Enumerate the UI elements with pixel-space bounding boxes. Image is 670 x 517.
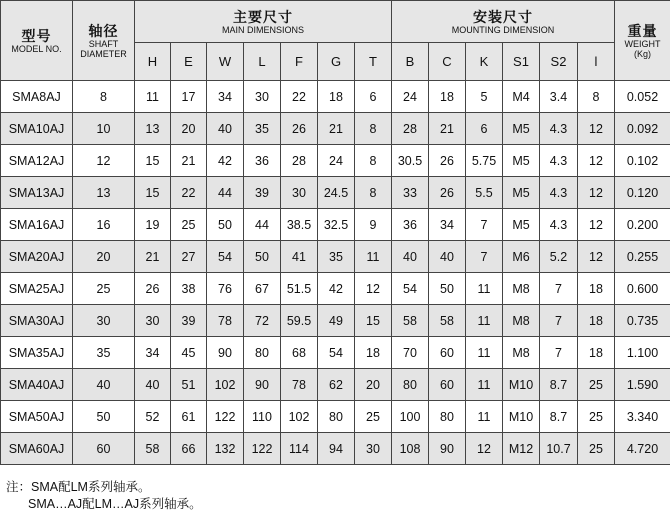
table-cell: 13 [73,177,135,209]
main-dimensions-en: MAIN DIMENSIONS [221,24,304,35]
table-cell: 4.3 [540,209,578,241]
table-cell: 20 [355,369,392,401]
weight-header [615,1,670,81]
table-cell: 11 [466,305,503,337]
table-cell: 60 [429,337,466,369]
weight-header-zh: 重量 [627,22,658,39]
column-header-mount_cols-5: l [578,43,615,81]
table-cell: 20 [73,241,135,273]
table-cell: 4.3 [540,177,578,209]
model-cell: SMA16AJ [1,209,73,241]
table-cell: M5 [503,209,540,241]
table-cell: 94 [318,433,355,465]
model-cell: SMA8AJ [1,81,73,113]
model-cell: SMA20AJ [1,241,73,273]
weight-header-en1: WEIGHT [624,38,661,49]
model-cell: SMA60AJ [1,433,73,465]
table-cell: M12 [503,433,540,465]
table-cell: 11 [466,369,503,401]
table-cell: 12 [355,273,392,305]
table-cell: 54 [318,337,355,369]
table-cell: 54 [392,273,429,305]
table-cell: 8 [355,177,392,209]
table-cell: 21 [429,113,466,145]
table-cell: 60 [73,433,135,465]
table-cell: 35 [73,337,135,369]
table-cell: 40 [207,113,244,145]
table-cell: 0.255 [615,241,670,273]
table-cell: 122 [207,401,244,433]
table-cell: 90 [207,337,244,369]
table-cell: 21 [135,241,171,273]
column-header-main_cols-5: G [318,43,355,81]
table-cell: 11 [466,273,503,305]
table-cell: 6 [355,81,392,113]
table-cell: 3.4 [540,81,578,113]
table-cell: 102 [281,401,318,433]
table-cell: M10 [503,369,540,401]
table-cell: 25 [73,273,135,305]
model-cell: SMA13AJ [1,177,73,209]
table-cell: 18 [318,81,355,113]
table-cell: 34 [429,209,466,241]
table-row [1,145,670,177]
table-cell: 0.120 [615,177,670,209]
table-cell: 20 [171,113,207,145]
table-cell: 4.3 [540,113,578,145]
table-cell: 22 [281,81,318,113]
column-header-main_cols-4: F [281,43,318,81]
table-cell: 12 [578,113,615,145]
column-header-main_cols-3: L [244,43,281,81]
table-cell: 132 [207,433,244,465]
table-cell: 42 [318,273,355,305]
table-cell: 7 [466,241,503,273]
model-cell: SMA12AJ [1,145,73,177]
table-cell: M8 [503,337,540,369]
table-cell: 18 [578,337,615,369]
table-cell: 58 [392,305,429,337]
table-cell: 122 [244,433,281,465]
shaft-header-en1: SHAFT [88,38,119,49]
table-cell: 44 [207,177,244,209]
table-cell: 51 [171,369,207,401]
table-row [1,241,670,273]
table-cell: 70 [392,337,429,369]
table-cell: 22 [171,177,207,209]
table-cell: 4.720 [615,433,670,465]
column-header-mount_cols-2: K [466,43,503,81]
column-header-mount_cols-4: S2 [540,43,578,81]
model-cell: SMA40AJ [1,369,73,401]
table-cell: 34 [207,81,244,113]
table-cell: 58 [429,305,466,337]
table-cell: 5.75 [466,145,503,177]
table-cell: 17 [171,81,207,113]
table-cell: 51.5 [281,273,318,305]
table-cell: 12 [578,241,615,273]
weight-header-en2: (Kg) [633,48,651,59]
table-cell: 8 [73,81,135,113]
table-cell: 19 [135,209,171,241]
table-cell: M8 [503,273,540,305]
table-cell: 25 [578,369,615,401]
table-cell: M4 [503,81,540,113]
table-cell: 0.102 [615,145,670,177]
table-cell: 30.5 [392,145,429,177]
table-cell: 38.5 [281,209,318,241]
table-cell: 100 [392,401,429,433]
table-cell: 36 [244,145,281,177]
table-row [1,273,670,305]
shaft-header-zh: 轴径 [88,22,119,39]
table-row [1,401,670,433]
table-cell: 25 [171,209,207,241]
table-cell: 12 [73,145,135,177]
column-header-mount_cols-3: S1 [503,43,540,81]
table-cell: 0.092 [615,113,670,145]
table-cell: 11 [355,241,392,273]
model-cell: SMA10AJ [1,113,73,145]
table-cell: 38 [171,273,207,305]
model-header [1,1,73,81]
table-cell: 114 [281,433,318,465]
table-cell: 10 [73,113,135,145]
table-cell: 7 [466,209,503,241]
table-cell: 18 [355,337,392,369]
table-cell: 60 [429,369,466,401]
table-cell: 16 [73,209,135,241]
table-cell: 3.340 [615,401,670,433]
table-cell: 26 [429,177,466,209]
table-cell: 15 [135,177,171,209]
table-cell: 102 [207,369,244,401]
table-cell: 40 [392,241,429,273]
note-line-2: SMA…AJ配LM…AJ系列轴承。 [28,497,202,511]
table-cell: M5 [503,145,540,177]
table-cell: 11 [135,81,171,113]
table-cell: 8 [578,81,615,113]
table-cell: 30 [135,305,171,337]
column-header-mount_cols-0: B [392,43,429,81]
table-cell: 52 [135,401,171,433]
table-cell: 80 [429,401,466,433]
table-cell: 72 [244,305,281,337]
table-cell: 78 [207,305,244,337]
note-line-1: 注：SMA配LM系列轴承。 [6,480,151,494]
table-cell: 80 [244,337,281,369]
table-cell: 1.100 [615,337,670,369]
table-cell: 42 [207,145,244,177]
table-cell: M6 [503,241,540,273]
mounting-dimension-header [392,1,615,43]
table-cell: 11 [466,337,503,369]
shaft-header [73,1,135,81]
table-cell: 18 [578,305,615,337]
table-cell: 6 [466,113,503,145]
table-cell: 49 [318,305,355,337]
table-cell: 5 [466,81,503,113]
table-row [1,81,670,113]
table-cell: 66 [171,433,207,465]
model-cell: SMA35AJ [1,337,73,369]
table-cell: M5 [503,113,540,145]
table-cell: 8 [355,113,392,145]
table-cell: 24 [318,145,355,177]
table-cell: 39 [244,177,281,209]
table-cell: 30 [355,433,392,465]
mounting-dimension-en: MOUNTING DIMENSION [451,24,555,35]
table-row [1,113,670,145]
table-cell: 28 [392,113,429,145]
table-cell: 5.2 [540,241,578,273]
table-cell: 15 [355,305,392,337]
table-cell: 44 [244,209,281,241]
table-cell: 0.052 [615,81,670,113]
table-cell: 50 [244,241,281,273]
table-cell: 0.200 [615,209,670,241]
table-cell: 24 [392,81,429,113]
table-row [1,337,670,369]
shaft-header-en2: DIAMETER [80,48,127,59]
column-header-main_cols-6: T [355,43,392,81]
column-header-mount_cols-1: C [429,43,466,81]
table-cell: 36 [392,209,429,241]
table-cell: 80 [392,369,429,401]
table-cell: 59.5 [281,305,318,337]
table-cell: 50 [207,209,244,241]
main-dimensions-header [135,1,392,43]
table-cell: 26 [429,145,466,177]
table-cell: 8.7 [540,401,578,433]
table-cell: 12 [578,177,615,209]
model-cell: SMA50AJ [1,401,73,433]
table-cell: 40 [135,369,171,401]
table-cell: 12 [578,209,615,241]
table-cell: 5.5 [466,177,503,209]
table-row [1,433,670,465]
column-header-main_cols-2: W [207,43,244,81]
table-cell: 12 [466,433,503,465]
table-cell: 0.600 [615,273,670,305]
table-cell: 76 [207,273,244,305]
table-cell: 50 [429,273,466,305]
table-cell: 61 [171,401,207,433]
column-header-main_cols-0: H [135,43,171,81]
table-cell: 30 [244,81,281,113]
table-cell: 18 [429,81,466,113]
table-cell: 58 [135,433,171,465]
table-cell: 32.5 [318,209,355,241]
table-cell: 4.3 [540,145,578,177]
table-cell: 27 [171,241,207,273]
table-row [1,305,670,337]
table-cell: 30 [73,305,135,337]
table-cell: 26 [135,273,171,305]
table-cell: 18 [578,273,615,305]
table-row [1,177,670,209]
table-cell: 30 [281,177,318,209]
table-cell: 90 [429,433,466,465]
table-cell: 7 [540,273,578,305]
table-cell: 40 [429,241,466,273]
table-cell: 50 [73,401,135,433]
table-cell: 12 [578,145,615,177]
table-cell: 10.7 [540,433,578,465]
table-cell: 67 [244,273,281,305]
table-cell: 78 [281,369,318,401]
table-cell: 1.590 [615,369,670,401]
table-body [1,81,670,465]
table-cell: 25 [355,401,392,433]
table-cell: 45 [171,337,207,369]
table-cell: 0.735 [615,305,670,337]
table-row [1,209,670,241]
table-row [1,369,670,401]
table-cell: 25 [578,401,615,433]
table-cell: 28 [281,145,318,177]
table-cell: 21 [171,145,207,177]
table-cell: 8.7 [540,369,578,401]
table-cell: 40 [73,369,135,401]
mounting-dimension-zh: 安装尺寸 [473,8,533,25]
table-cell: 7 [540,305,578,337]
table-cell: 26 [281,113,318,145]
table-cell: 9 [355,209,392,241]
notes [6,479,202,513]
table-cell: 110 [244,401,281,433]
main-dimensions-zh: 主要尺寸 [233,8,293,25]
table-cell: 7 [540,337,578,369]
table-cell: 13 [135,113,171,145]
model-cell: SMA30AJ [1,305,73,337]
table-cell: 90 [244,369,281,401]
table-cell: 54 [207,241,244,273]
table-cell: 33 [392,177,429,209]
table-cell: 15 [135,145,171,177]
table-cell: 80 [318,401,355,433]
table-cell: 68 [281,337,318,369]
table-cell: 108 [392,433,429,465]
model-header-en: MODEL NO. [11,43,62,54]
table-cell: 41 [281,241,318,273]
model-header-zh: 型号 [21,27,52,44]
table-cell: 62 [318,369,355,401]
model-cell: SMA25AJ [1,273,73,305]
table-cell: M5 [503,177,540,209]
table-cell: 39 [171,305,207,337]
table-cell: 25 [578,433,615,465]
column-header-main_cols-1: E [171,43,207,81]
table-cell: 35 [244,113,281,145]
table-cell: 35 [318,241,355,273]
table-cell: 11 [466,401,503,433]
table-cell: 24.5 [318,177,355,209]
table-cell: 21 [318,113,355,145]
table-cell: 34 [135,337,171,369]
table-cell: M10 [503,401,540,433]
table-cell: 8 [355,145,392,177]
table-cell: M8 [503,305,540,337]
